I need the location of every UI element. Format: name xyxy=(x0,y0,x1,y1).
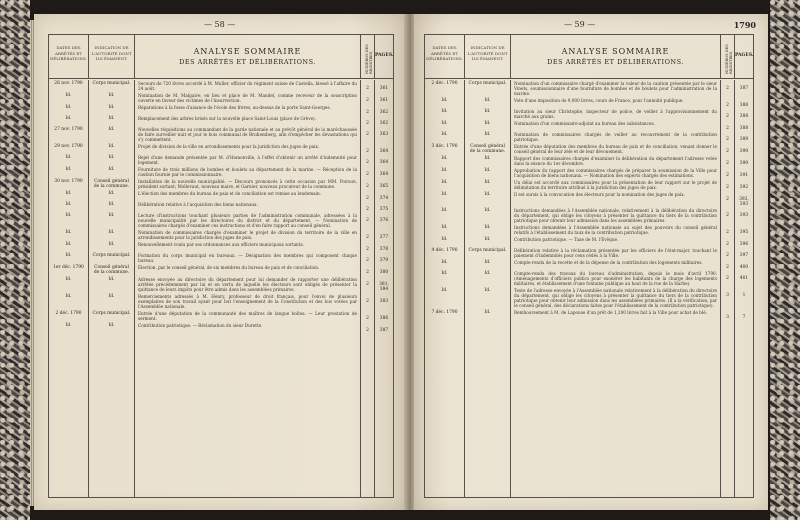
row-date: Id. xyxy=(425,108,465,120)
row-pages: 364 xyxy=(379,160,389,165)
row-summary: Instructions demandées à l'Assemblée nationale au sujet des pouvoirs du conseil général relatifs à l'établissement du taux de la contribution patriotique. xyxy=(511,224,721,236)
filler-cell xyxy=(735,320,753,497)
table-row xyxy=(49,92,393,104)
header-title: ANALYSE SOMMAIRE xyxy=(561,47,670,56)
row-summary: Lecture d'instructions touchant plusieurs parties de l'administration communale, adressées à la nouvelle municipalité par les directoires du district et du département. — Nomination de commissaires chargés d'examiner ces instructions et d'en faire rapport au conseil général. xyxy=(135,212,361,229)
row-summary: Entrée d'une députation de la communauté des maîtres de langue boîtes. — Leur prestation de serment. xyxy=(135,310,361,322)
table-row xyxy=(49,115,393,126)
table-row xyxy=(49,126,393,143)
left-page xyxy=(34,14,406,510)
row-pages: 390 xyxy=(739,161,749,166)
header-dates: DATES DES ARRÊTÉS ET DÉLIBÉRATIONS. xyxy=(425,35,465,78)
register-table-right xyxy=(424,34,754,498)
row-date: 2 déc. 1790 xyxy=(425,80,465,97)
table-row xyxy=(49,104,393,115)
row-pages: 397 xyxy=(739,253,749,258)
row-pages: 386 xyxy=(379,316,389,321)
row-date: Id. xyxy=(425,131,465,143)
table-row xyxy=(425,236,753,247)
row-authority: Id. xyxy=(465,259,511,270)
row-pages: 401 xyxy=(739,276,749,281)
table-row xyxy=(425,97,753,108)
row-summary: Secours de 720 livres accordé à M. Muller, officier du régiment suisse de Castella, blessé à l'affaire du 24 août. xyxy=(135,80,361,92)
row-summary: Projet de division de la ville en arrondissements pour la juridiction des juges de paix. xyxy=(135,143,361,154)
row-summary: Adresse envoyée au directoire du département pour lui demander de rapporter une délibération arrêtée précédemment par lui et en vertu de laquelle les électeurs sont obligés de présenter la quittance de leurs impôts pour être admis dans les assemblées primaires. xyxy=(135,276,361,293)
table-row xyxy=(425,143,753,155)
row-pages: 400 xyxy=(739,265,749,270)
row-register-number: 2 xyxy=(721,167,735,179)
row-authority: Id. xyxy=(89,104,135,115)
row-date: Id. xyxy=(49,322,89,333)
row-authority: Id. xyxy=(89,143,135,154)
row-register-number: 2 xyxy=(361,310,375,322)
table-header xyxy=(49,35,393,79)
row-summary: Vote d'une imposition de 9,000 livres, cours de France, pour l'annuité publique. xyxy=(511,97,721,108)
row-date: Id. xyxy=(49,166,89,178)
row-summary: Formation du corps municipal en bureaux. — Désignation des membres qui composent chaque bureau. xyxy=(135,252,361,264)
page-number-right: — 59 — xyxy=(564,20,596,29)
table-row xyxy=(49,322,393,333)
row-date: 3 déc. 1790 xyxy=(425,143,465,155)
row-authority: Id. xyxy=(89,92,135,104)
row-register-number: 2 xyxy=(721,270,735,287)
row-authority: Id. xyxy=(465,207,511,224)
row-date: Id. xyxy=(425,236,465,247)
row-date: Id. xyxy=(425,259,465,270)
row-pages: 364 xyxy=(379,172,389,177)
table-row xyxy=(49,276,393,293)
row-summary: Un délai est accordé aux commissaires pour la présentation de leur rapport sur le projet de délimitation du territoire attribué à la juridiction des juges de paix. xyxy=(511,179,721,191)
row-authority: Id. xyxy=(89,241,135,252)
table-row xyxy=(49,166,393,178)
row-date: 7 déc. 1790 xyxy=(425,309,465,320)
table-header xyxy=(425,35,753,79)
row-pages: 390 xyxy=(739,149,749,154)
row-pages: 396 xyxy=(739,242,749,247)
row-pages: 389 xyxy=(739,137,749,142)
row-pages: 1 xyxy=(742,293,746,298)
row-register-number: 2 xyxy=(361,212,375,229)
row-authority: Id. xyxy=(465,309,511,320)
row-summary: Nomination d'un commissaire-adjoint au bureau des subsistances. xyxy=(511,120,721,131)
row-register-number: 2 xyxy=(361,80,375,92)
row-summary: Compte-rendu de la recette et de la dépense de la contribution des logements militaires. xyxy=(511,259,721,270)
row-pages: 378 xyxy=(379,247,389,252)
filler-cell xyxy=(89,333,135,497)
filler-cell xyxy=(425,320,465,497)
row-date: 29 nov. 1790 xyxy=(49,143,89,154)
row-authority: Id. xyxy=(89,201,135,212)
row-summary: Rapport des commissaires chargés d'examiner la délibération du département l'adresse votée dans la séance du 1er décembre. xyxy=(511,155,721,167)
right-page xyxy=(414,14,768,510)
header-numeros-cell xyxy=(721,35,735,78)
table-row xyxy=(49,293,393,310)
row-authority: Corps municipal. xyxy=(465,247,511,259)
header-numeros: NUMÉROS DES REGISTRES. xyxy=(365,44,373,74)
row-register-number: 2 xyxy=(361,241,375,252)
row-register-number: 2 xyxy=(721,224,735,236)
row-pages: 7 xyxy=(742,315,746,320)
row-pages: 387 xyxy=(739,86,749,91)
table-row xyxy=(49,80,393,92)
row-pages: 361 xyxy=(379,98,389,103)
row-pages: 375 xyxy=(379,207,389,212)
table-row xyxy=(425,207,753,224)
register-table-left xyxy=(48,34,394,498)
table-filler xyxy=(49,333,393,497)
row-register-number: 2 xyxy=(721,155,735,167)
row-register-number: 2 xyxy=(721,259,735,270)
row-summary: Nomination de commissaires chargés de veiller au recouvrement de la contribution patriotique. xyxy=(511,131,721,143)
table-row xyxy=(425,309,753,320)
row-pages: 365 xyxy=(379,184,389,189)
row-authority: Id. xyxy=(89,229,135,241)
row-register-number: 2 xyxy=(361,276,375,293)
header-numeros: NUMÉROS DES REGISTRES. xyxy=(725,44,733,74)
table-filler xyxy=(425,320,753,497)
row-authority: Corps municipal. xyxy=(89,80,135,92)
row-summary: L'élection des membres du bureau de paix et de conciliation est remise au lendemain. xyxy=(135,190,361,201)
row-pages: 381, 384 xyxy=(379,282,389,292)
row-authority: Id. xyxy=(89,322,135,333)
row-pages: 383 xyxy=(379,299,389,304)
row-authority: Corps municipal. xyxy=(89,252,135,264)
row-register-number: 2 xyxy=(721,108,735,120)
row-date: Id. xyxy=(49,104,89,115)
page-number-left: — 58 — xyxy=(204,20,236,29)
row-pages: 361 xyxy=(379,86,389,91)
row-authority: Id. xyxy=(465,179,511,191)
table-row xyxy=(425,247,753,259)
row-summary: Délibération relative à la réclamation présentée par les officiers de l'état-major, touchant le paiement d'indemnités pour cens cédés à la Ville. xyxy=(511,247,721,259)
row-register-number: 2 xyxy=(361,229,375,241)
row-summary: Réparations à la fosse d'aisance de l'école des frères, au-dessus de la porte Saint-Georges. xyxy=(135,104,361,115)
row-date: 4 déc. 1790 xyxy=(425,247,465,259)
row-date: Id. xyxy=(425,97,465,108)
filler-cell xyxy=(721,320,735,497)
row-pages: 395 xyxy=(739,230,749,235)
row-authority: Id. xyxy=(465,191,511,207)
header-title-block xyxy=(511,35,721,78)
row-summary: Rejet d'une demande présentée par M. d'Homonville, à l'effet d'obtenir un arrêté d'indemnité pour logement. xyxy=(135,154,361,166)
row-date: Id. xyxy=(49,252,89,264)
book-cover-right xyxy=(770,0,800,520)
row-pages: 376 xyxy=(379,218,389,223)
row-register-number: 2 xyxy=(361,126,375,143)
row-authority: Corps municipal. xyxy=(89,310,135,322)
row-date: Id. xyxy=(49,276,89,293)
filler-cell xyxy=(49,333,89,497)
row-summary: Il est sursis à la convocation des électeurs pour la nomination des juges de paix. xyxy=(511,191,721,207)
row-summary: Nomination de M. Malgaive, en lieu et place de M. Mandel, comme receveur de la souscription ouverte en faveur des victimes de l'insurrection. xyxy=(135,92,361,104)
table-row xyxy=(425,259,753,270)
table-row xyxy=(49,241,393,252)
row-summary: Installation de la nouvelle municipalité. — Discours prononcés à cette occasion par MM. Poirson, président sortant; Mollevaut, nouveau maire, et Garnier, nouveau procureur de la commune. xyxy=(135,178,361,190)
row-pages: 387 xyxy=(379,328,389,333)
row-date: Id. xyxy=(425,270,465,287)
row-register-number: 2 xyxy=(361,154,375,166)
row-register-number: 2 xyxy=(361,322,375,333)
row-pages: 393 xyxy=(739,213,749,218)
row-register-number: 2 xyxy=(721,80,735,97)
table-row xyxy=(49,252,393,264)
row-date: Id. xyxy=(425,191,465,207)
row-summary: Instructions demandées à l'Assemblée nationale, relativement à la délibération du directoire du département, qui oblige les citoyens à présenter la quittance du tiers de la contribution patriotique pour obtenir leur admission dans les assemblées primaires. xyxy=(511,207,721,224)
filler-cell xyxy=(135,333,361,497)
row-register-number: 3 xyxy=(721,287,735,309)
row-date: 30 nov. 1790 xyxy=(49,178,89,190)
row-register-number: 2 xyxy=(361,92,375,104)
table-row xyxy=(425,270,753,287)
row-authority: Conseil général de la commune. xyxy=(89,264,135,276)
filler-cell xyxy=(361,333,375,497)
row-date: Id. xyxy=(49,190,89,201)
row-pages: 391 xyxy=(739,173,749,178)
table-body xyxy=(425,80,753,497)
row-pages: 363 xyxy=(379,132,389,137)
row-summary: Invitation au sieur Christophe, inspecteur de police, de veiller à l'approvisionnement du marché aux grains. xyxy=(511,108,721,120)
row-pages: 379 xyxy=(379,258,389,263)
table-row xyxy=(425,108,753,120)
table-row xyxy=(425,191,753,207)
row-authority: Id. xyxy=(89,212,135,229)
row-authority: Id. xyxy=(465,97,511,108)
row-authority: Id. xyxy=(465,108,511,120)
table-row xyxy=(49,229,393,241)
row-pages: 374 xyxy=(379,196,389,201)
row-date: Id. xyxy=(49,201,89,212)
row-summary: Entrée d'une députation des membres du bureau de paix et de conciliation, venant donner le conseil général de leur zèle et de leur dévouement. xyxy=(511,143,721,155)
row-date: 1er déc. 1790 xyxy=(49,264,89,276)
header-title-block xyxy=(135,35,361,78)
row-register-number: 2 xyxy=(721,97,735,108)
table-row xyxy=(49,178,393,190)
row-authority: Id. xyxy=(89,293,135,310)
row-date: Id. xyxy=(425,167,465,179)
table-row xyxy=(49,310,393,322)
row-authority: Id. xyxy=(89,190,135,201)
row-pages: 392 xyxy=(739,185,749,190)
row-pages: 377 xyxy=(379,235,389,240)
row-pages: 388 xyxy=(739,114,749,119)
row-summary: Compte-rendu des travaux du bureau d'administration, depuis le mois d'avril 1790. (Aménagements d'officiers publics pour exonérer les habitants de la charge des logements militaires, et établissement d'une fontaine publique au haut de la rue de la Harbe). xyxy=(511,270,721,287)
row-date: Id. xyxy=(425,155,465,167)
table-row xyxy=(425,167,753,179)
row-summary: Fourniture de trois millions de bombes et boulets au département de la marine. — Réception de la caution fournie par le commissionnaire. xyxy=(135,166,361,178)
table-row xyxy=(425,120,753,131)
row-authority: Id. xyxy=(89,154,135,166)
row-summary: Remplacement des arbres brisés sur la nouvelle place Saint-Louis (place de Grève). xyxy=(135,115,361,126)
row-summary: Délibération relative à l'acquisition des biens nationaux. xyxy=(135,201,361,212)
row-summary: Remboursement à M. de Lapouse d'un prêt de 1,200 livres fait à la Ville pour achat de blé. xyxy=(511,309,721,320)
row-summary: Nouvelles réquisitions au commandant de la garde nationale et au prévôt général de la maréchaussée de faire surveiller nuit et jour le bois communal de Bruhemberg, afin d'empêcher les dévastations qui s'y commettent. xyxy=(135,126,361,143)
row-date: Id. xyxy=(49,241,89,252)
row-date: 2 déc. 1790 xyxy=(49,310,89,322)
row-register-number: 2 xyxy=(361,264,375,276)
table-row xyxy=(425,155,753,167)
row-date: Id. xyxy=(425,224,465,236)
row-authority: Id. xyxy=(465,287,511,309)
header-subtitle: DES ARRÊTÉS ET DÉLIBÉRATIONS. xyxy=(179,58,316,66)
row-summary: Renouvellement voulu par ses ordonnances aux officiers municipaux sortants. xyxy=(135,241,361,252)
row-authority: Id. xyxy=(465,120,511,131)
row-pages: 388 xyxy=(739,103,749,108)
row-summary: Texte de l'adresse envoyée à l'Assemblée nationale relativement à la délibération du directoire du département, qui oblige les citoyens à présenter la quittance du tiers de la contribution patriotique pour obtenir leur admission dans les assemblées primaires. (Il a la vérification, par le conseil général, des déclarations faites pour l'établissement de la contribution patriotique). xyxy=(511,287,721,309)
table-row xyxy=(425,287,753,309)
row-authority: Id. xyxy=(465,236,511,247)
header-pages: PAGES. xyxy=(375,53,394,58)
row-summary: Nomination d'un commissaire chargé d'examiner la valeur de la caution présentée par le sieur Vinets, soumissionnaire d'une fourniture de bombes et de boulets pour l'administration de la marine. xyxy=(511,80,721,97)
table-row xyxy=(425,224,753,236)
row-register-number: 2 xyxy=(721,247,735,259)
filler-cell xyxy=(465,320,511,497)
row-authority: Id. xyxy=(465,155,511,167)
header-indication: INDICATION DE L'AUTORITÉ DONT ILS ÉMANENT. xyxy=(89,35,135,78)
row-register-number: 2 xyxy=(361,201,375,212)
row-authority: Id. xyxy=(89,126,135,143)
row-date: Id. xyxy=(425,179,465,191)
header-numeros-cell xyxy=(361,35,375,78)
row-date: Id. xyxy=(425,120,465,131)
row-summary: Élection, par le conseil général, de six membres du bureau de paix et de conciliation. xyxy=(135,264,361,276)
row-register-number: 2 xyxy=(721,143,735,155)
row-date: Id. xyxy=(49,115,89,126)
header-title: ANALYSE SOMMAIRE xyxy=(193,47,302,56)
table-row xyxy=(425,131,753,143)
row-summary: Contribution patriotique. — Taxe de M. l'Évêque. xyxy=(511,236,721,247)
row-authority: Id. xyxy=(465,270,511,287)
header-subtitle: DES ARRÊTÉS ET DÉLIBÉRATIONS. xyxy=(547,58,684,66)
row-authority: Id. xyxy=(89,115,135,126)
row-pages: 392, 393 xyxy=(739,197,749,207)
header-indication: INDICATION DE L'AUTORITÉ DONT ILS ÉMANENT. xyxy=(465,35,511,78)
table-body xyxy=(49,80,393,497)
row-authority: Id. xyxy=(465,224,511,236)
row-pages: 364 xyxy=(379,149,389,154)
row-register-number: 2 xyxy=(361,115,375,126)
row-register-number: 2 xyxy=(721,179,735,191)
row-register-number: 2 xyxy=(361,252,375,264)
row-summary: Nomination de commissaires chargés d'examiner le projet de division du territoire de la ville en arrondissements pour la juridiction des juges de paix. xyxy=(135,229,361,241)
row-register-number: 2 xyxy=(721,131,735,143)
row-summary: Contribution patriotique. — Réclamation du sieur Durette. xyxy=(135,322,361,333)
row-date: Id. xyxy=(49,212,89,229)
row-authority: Id. xyxy=(89,276,135,293)
row-register-number: 2 xyxy=(361,293,375,310)
row-authority: Conseil général de la commune. xyxy=(465,143,511,155)
row-pages: 362 xyxy=(379,110,389,115)
row-register-number: 2 xyxy=(361,178,375,190)
row-register-number: 2 xyxy=(721,191,735,207)
row-summary: Remerciements adressés à M. Henry, professeur de droit français, pour l'envoi de plusieurs exemplaires de son travail ayant pour but l'enseignement de la Constitution et des lois votées par l'Assemblée nationale. xyxy=(135,293,361,310)
row-date: 26 nov. 1790 xyxy=(49,80,89,92)
table-row xyxy=(49,154,393,166)
row-register-number: 2 xyxy=(361,143,375,154)
table-row xyxy=(49,190,393,201)
row-register-number: 2 xyxy=(721,120,735,131)
row-date: Id. xyxy=(49,293,89,310)
table-row xyxy=(49,201,393,212)
row-register-number: 2 xyxy=(721,236,735,247)
row-pages: 362 xyxy=(379,121,389,126)
row-date: Id. xyxy=(425,287,465,309)
row-authority: Id. xyxy=(465,167,511,179)
page-year: 1790 xyxy=(733,20,756,30)
header-dates: DATES DES ARRÊTÉS ET DÉLIBÉRATIONS. xyxy=(49,35,89,78)
row-register-number: 2 xyxy=(361,104,375,115)
row-authority: Corps municipal. xyxy=(465,80,511,97)
header-pages: PAGES. xyxy=(735,53,754,58)
row-authority: Id. xyxy=(465,131,511,143)
row-register-number: 2 xyxy=(361,190,375,201)
table-row xyxy=(425,80,753,97)
table-row xyxy=(49,264,393,276)
row-authority: Conseil général de la commune. xyxy=(89,178,135,190)
row-summary: Approbation du rapport des commissaires chargés de préparer la soumission de la Ville pour l'acquisition de biens nationaux. — Nomination des experts chargés des estimations. xyxy=(511,167,721,179)
row-pages: 380 xyxy=(379,270,389,275)
row-date: Id. xyxy=(49,229,89,241)
row-register-number: 2 xyxy=(361,166,375,178)
book-cover-left xyxy=(0,0,30,520)
row-date: Id. xyxy=(49,92,89,104)
row-date: Id. xyxy=(425,207,465,224)
row-pages: 388 xyxy=(739,126,749,131)
row-date: 27 nov. 1790 xyxy=(49,126,89,143)
row-register-number: 3 xyxy=(721,309,735,320)
filler-cell xyxy=(375,333,393,497)
row-authority: Id. xyxy=(89,166,135,178)
table-row xyxy=(49,212,393,229)
row-date: Id. xyxy=(49,154,89,166)
table-row xyxy=(49,143,393,154)
row-register-number: 2 xyxy=(721,207,735,224)
filler-cell xyxy=(511,320,721,497)
table-row xyxy=(425,179,753,191)
